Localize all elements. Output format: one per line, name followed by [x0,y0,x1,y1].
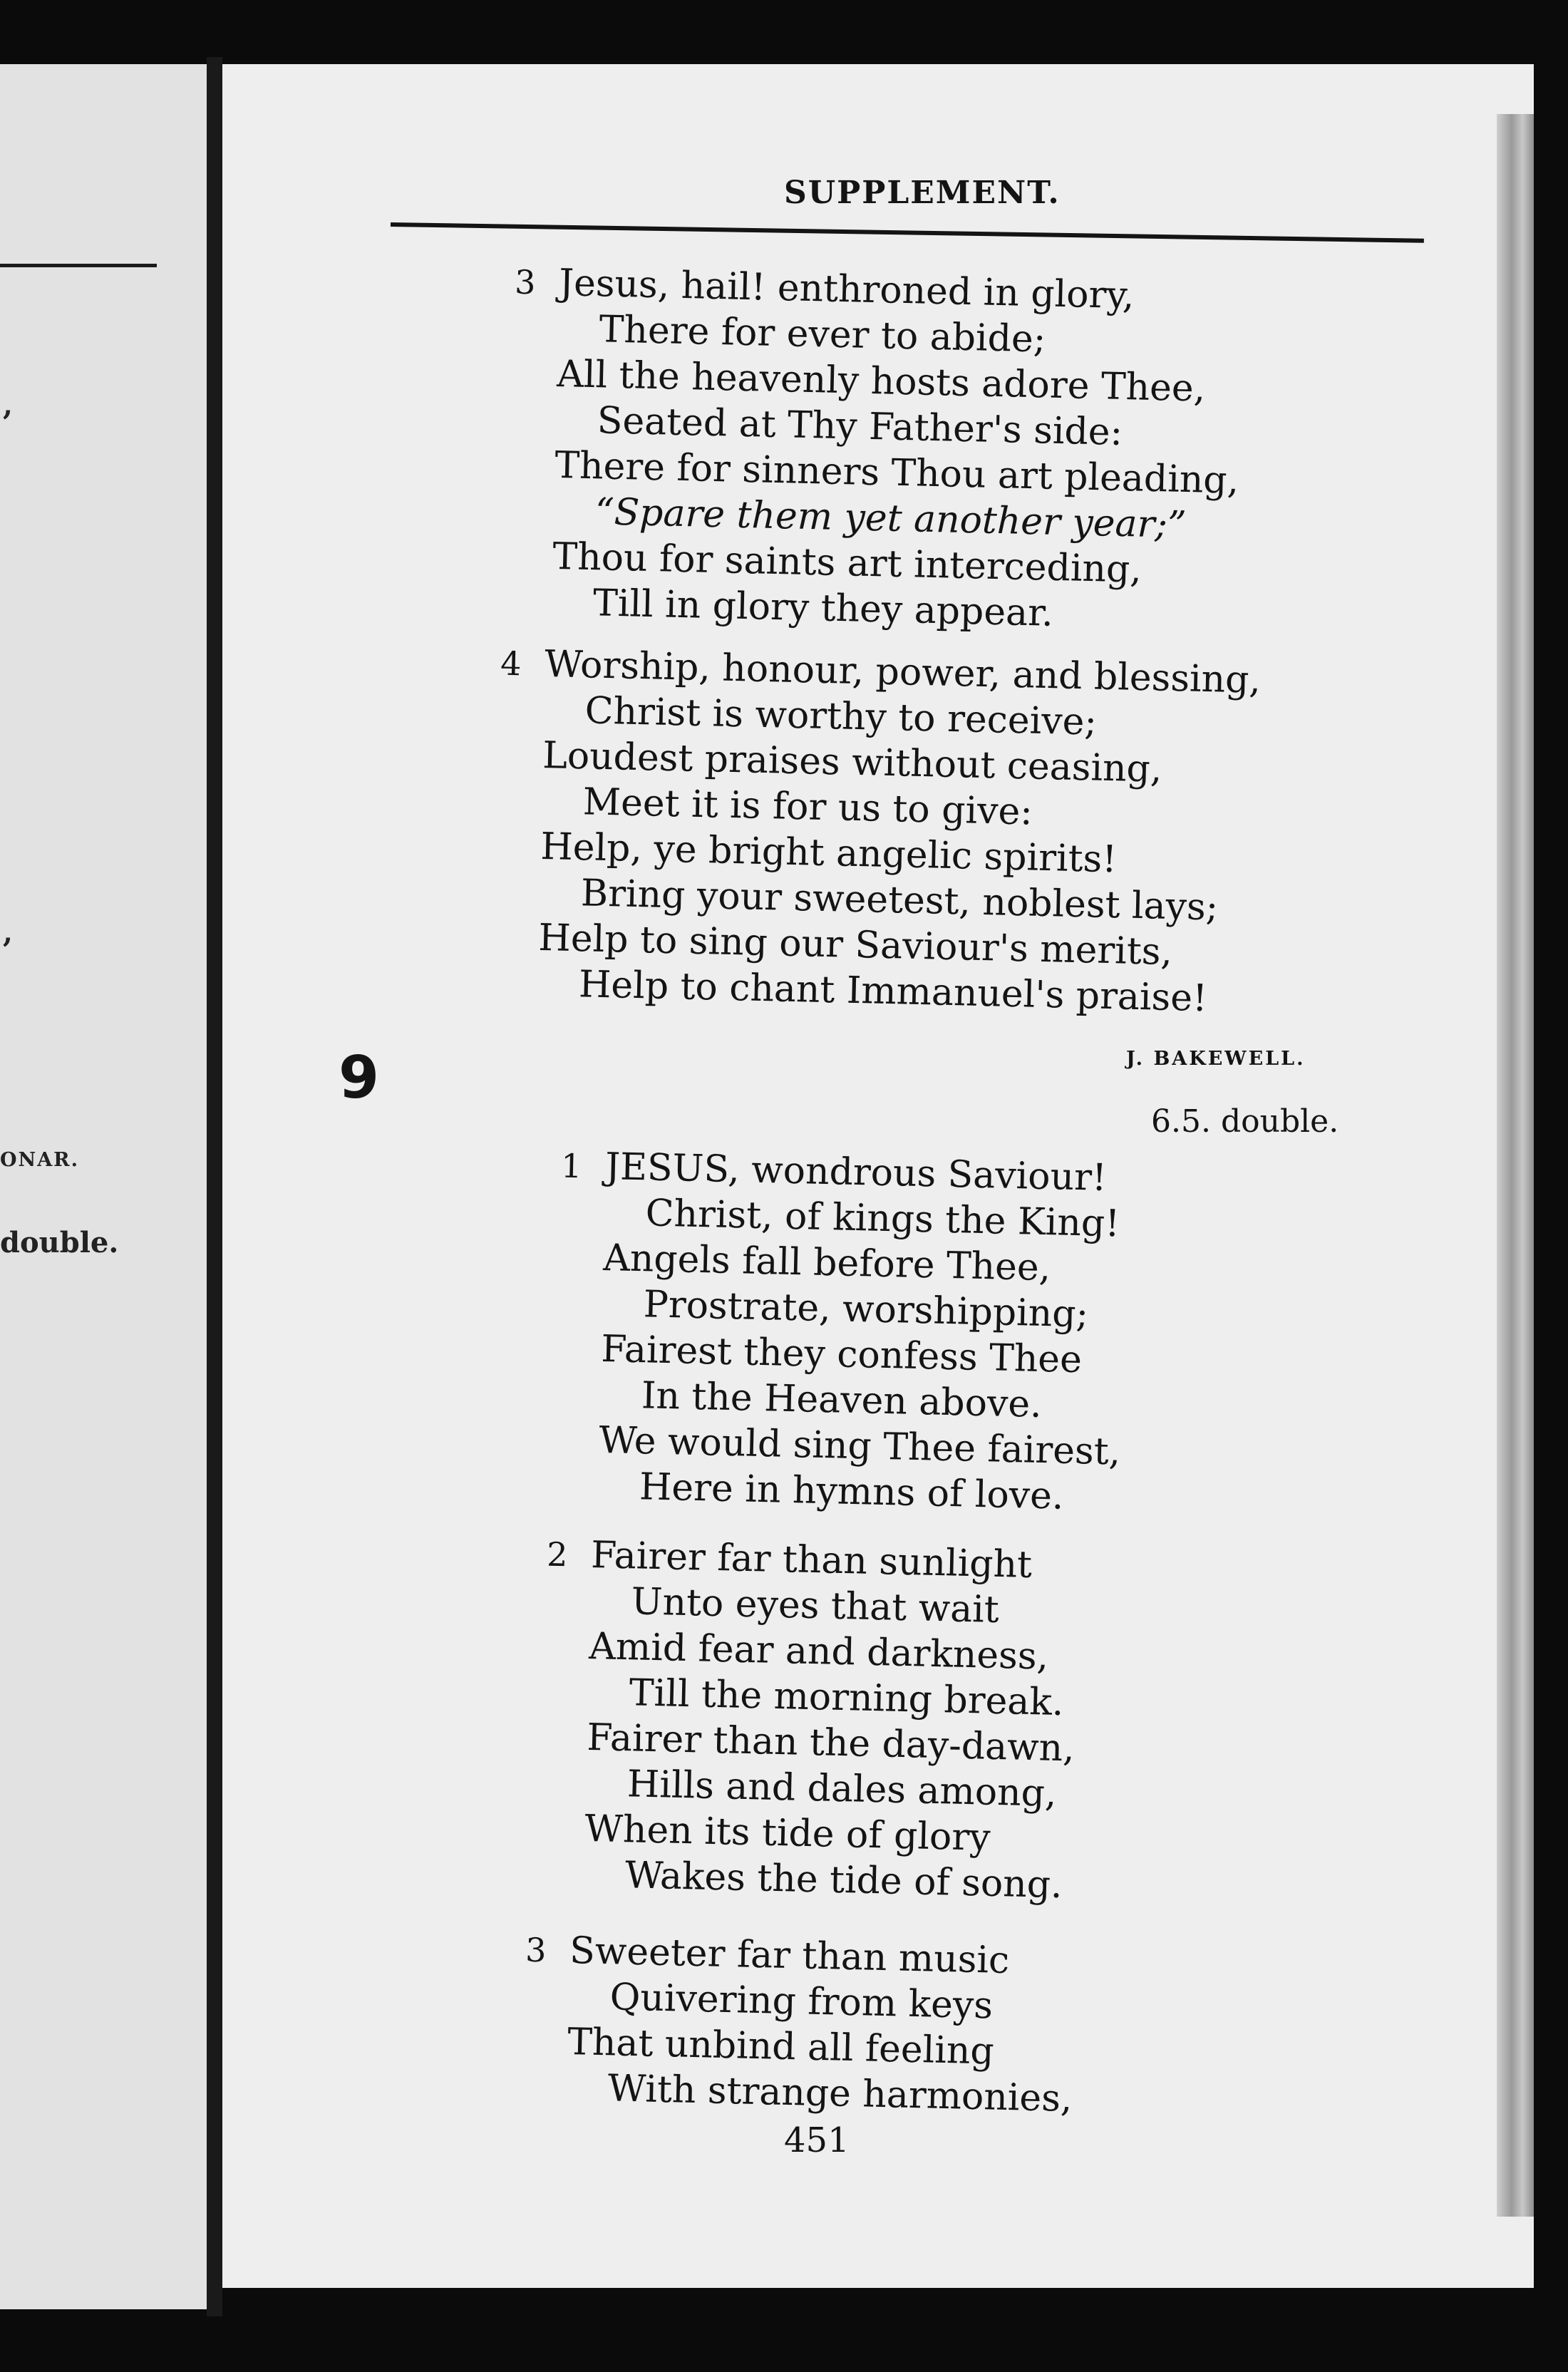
hymn-line: Quivering from keys [609,1976,994,2028]
hymn-line: Here in hymns of love. [639,1465,1065,1518]
stanza-number: 1 [560,1146,583,1186]
stanza-number: 2 [546,1535,569,1574]
hymn-line: All the heavenly hosts adore Thee, [556,352,1206,411]
hymn-line: Hills and dales among, [626,1763,1058,1815]
hymn-line: Meet it is for us to give: [582,780,1033,834]
hymn-line: Jesus, hail! enthroned in glory, [558,261,1135,318]
hymn-line: Thou for saints art interceding, [552,535,1143,592]
left-page-fragment: ONAR. [0,1149,79,1171]
stanza-previous-4 [500,641,1262,1023]
hymn-line: Sweeter far than music [569,1929,1010,1982]
book-gutter [207,57,222,2316]
running-head: SUPPLEMENT. [784,175,1061,211]
hymn-line: Fairer than the day-dawn, [586,1716,1076,1770]
hymn-line: Loudest praises without ceasing, [542,733,1163,791]
hymn-line: In the Heaven above. [641,1374,1043,1426]
hymn-number: 9 [339,1044,380,1112]
stanza-number: 4 [500,644,522,684]
stanza-2 [546,1532,1079,1908]
hymn-line: Prostrate, worshipping; [643,1283,1089,1336]
left-page-fragment: double. [0,1226,119,1259]
hymn-line: That unbind all feeling [567,2020,995,2073]
stanza-1 [560,1144,1127,1520]
meter: 6.5. double. [1151,1103,1339,1140]
author-attribution: J. BAKEWELL. [1126,1048,1306,1070]
hymn-line: There for ever to abide; [599,308,1046,361]
hymn-line: There for sinners Thou art pleading, [554,443,1239,502]
hymn-line: “Spare them yet another year;” [594,490,1187,547]
stanza-number: 3 [514,262,537,302]
hymn-line: Seated at Thy Father's side: [597,399,1123,454]
hymn-line: Amid fear and darkness, [588,1624,1049,1679]
hymn-line: Help to sing our Saviour's merits, [537,916,1173,974]
page-number: 451 [784,2120,850,2160]
left-page [0,64,207,2309]
hymn-line: Help to chant Immanuel's praise! [578,963,1208,1021]
hymn-line: Christ is worthy to receive; [584,689,1098,744]
hymn-line: Christ, of kings the King! [645,1192,1120,1246]
hymn-line: Worship, honour, power, and blessing, [544,642,1262,702]
stanza-previous-3 [514,260,1243,641]
hymn-line: Unto eyes that wait [631,1580,1000,1631]
hymn-line: Fairer far than sunlight [590,1533,1033,1587]
hymn-line: Angels fall before Thee, [602,1236,1051,1290]
left-page-fragment: , [3,388,13,422]
hymn-line: When its tide of glory [584,1807,991,1860]
stanza-3 [525,1928,1076,2122]
left-page-rule [0,264,157,267]
page-edge [1497,114,1534,2217]
hymn-line: Bring your sweetest, noblest lays; [580,872,1219,929]
left-page-fragment: , [3,916,13,949]
hymn-line: We would sing Thee fairest, [598,1418,1121,1474]
hymn-line: Help, ye bright angelic spirits! [540,825,1118,882]
hymn-line: Wakes the tide of song. [624,1854,1063,1907]
hymn-line: Fairest they confess Thee [600,1327,1083,1382]
hymn-line: JESUS, wondrous Saviour! [604,1145,1108,1200]
hymn-line: Till the morning break. [629,1671,1065,1725]
stanza-number: 3 [525,1930,547,1970]
hymn-line: With strange harmonies, [607,2067,1073,2121]
hymn-line: Till in glory they appear. [592,582,1054,635]
